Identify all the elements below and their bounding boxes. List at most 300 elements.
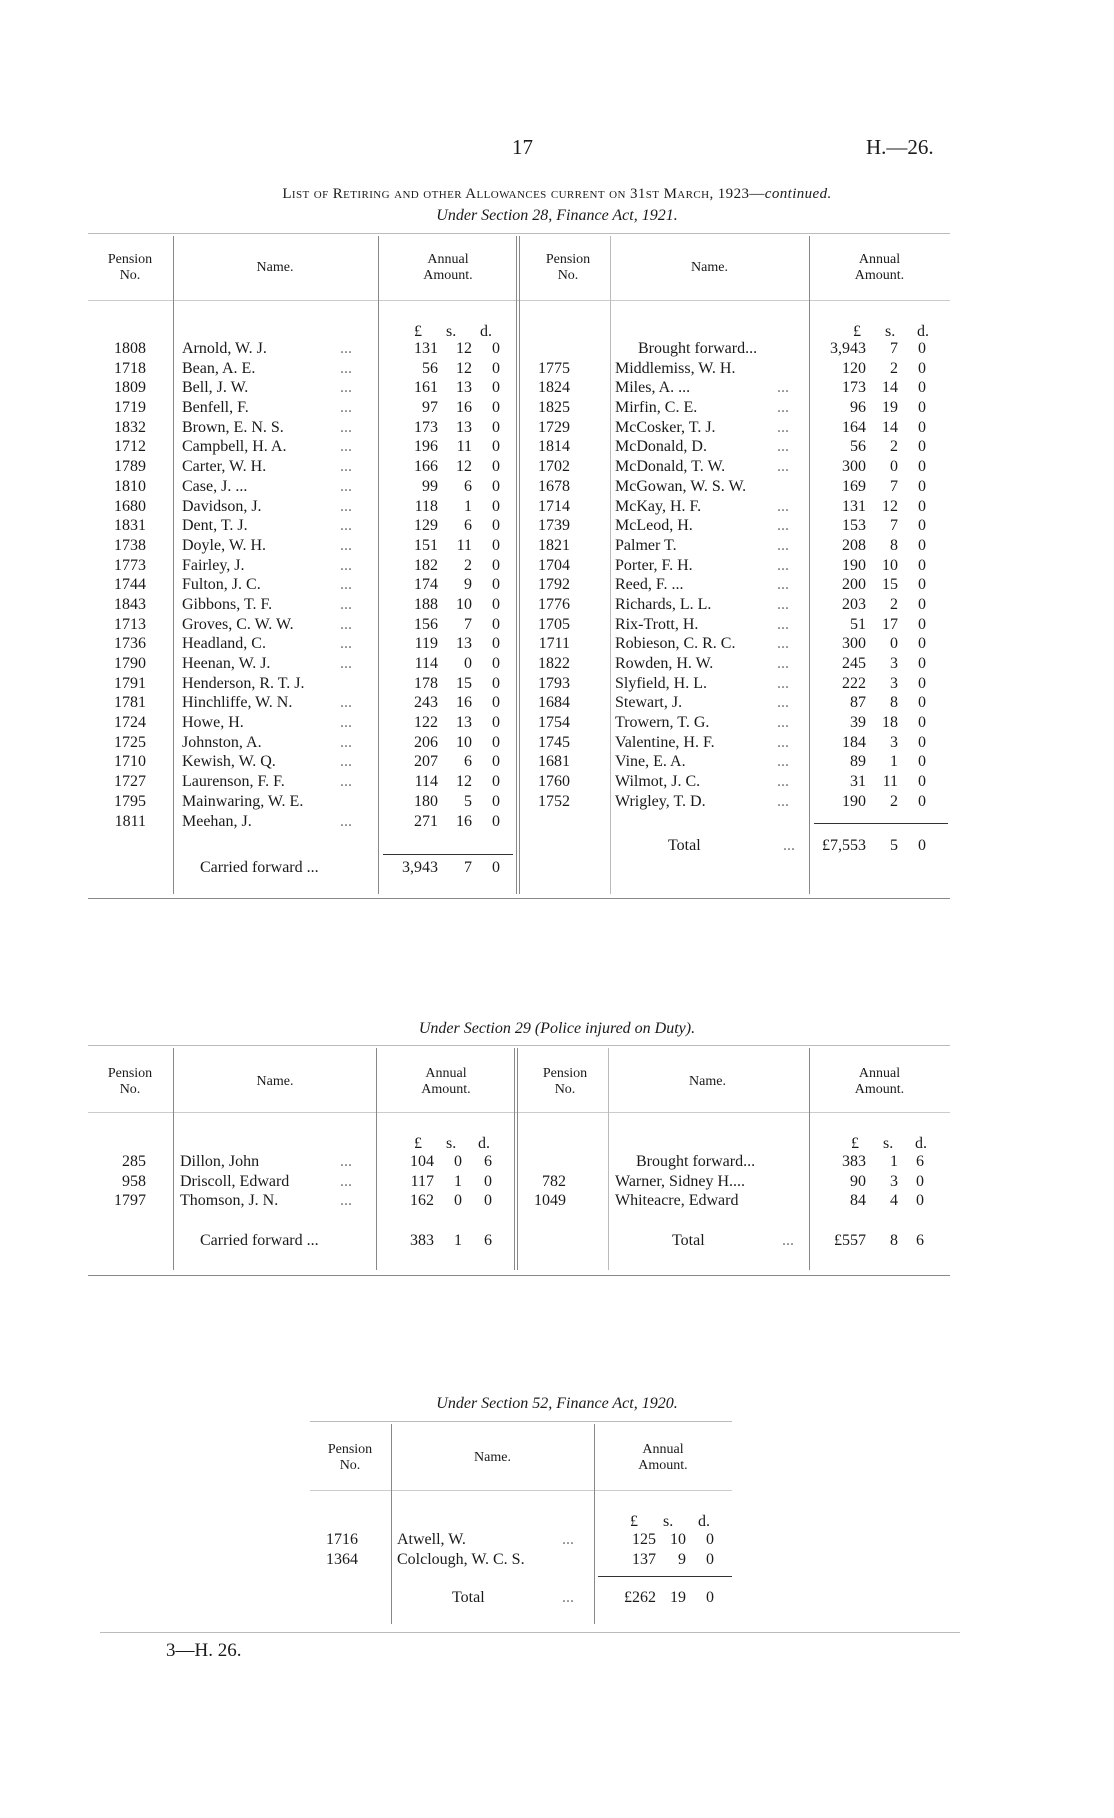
- table-row: [0, 1191, 1114, 1211]
- page-title-continued: continued.: [764, 186, 832, 202]
- amount-pounds: 117: [410, 1172, 434, 1190]
- amount-pence: 0: [918, 615, 926, 633]
- leader-dots: ...: [777, 536, 789, 554]
- amount-pounds: 271: [414, 812, 438, 830]
- header-amount: Amount.: [421, 1082, 471, 1097]
- pension-number: 1712: [114, 438, 146, 456]
- amount-pence: 0: [918, 733, 926, 751]
- leader-dots: ...: [340, 1153, 352, 1170]
- pensioner-name: Vine, E. A.: [615, 753, 686, 771]
- amount-pence: 0: [484, 1172, 492, 1190]
- amount-pounds: 39: [850, 714, 866, 732]
- amount-pounds: 222: [842, 674, 866, 692]
- amount-pounds: 173: [842, 379, 866, 397]
- amount-pounds: 243: [414, 694, 438, 712]
- amount-pence: 0: [918, 438, 926, 456]
- amount-shillings: 11: [882, 773, 898, 791]
- pension-number: 1713: [114, 615, 146, 633]
- table-row: [0, 516, 1114, 536]
- pension-number: 1729: [538, 418, 570, 436]
- amount-shillings: 11: [456, 438, 472, 456]
- header-amount: Amount.: [423, 268, 473, 283]
- col-name: Name.: [474, 1450, 511, 1465]
- amount-pounds: 173: [414, 418, 438, 436]
- amount-pence: 0: [492, 859, 500, 876]
- amount-pounds: 153: [842, 517, 866, 535]
- amount-pounds: 31: [850, 773, 866, 791]
- leader-dots: ...: [340, 399, 352, 417]
- amount-pounds: 90: [850, 1172, 866, 1190]
- amount-shillings: 13: [456, 418, 472, 436]
- leader-dots: ...: [340, 1192, 352, 1210]
- header-annual: Annual: [858, 1066, 901, 1081]
- amount-pounds: 383: [842, 1153, 866, 1170]
- shilling-label: s.: [883, 1135, 894, 1152]
- pensioner-name: Whiteacre, Edward: [615, 1192, 739, 1210]
- amount-pence: 0: [492, 340, 500, 357]
- pension-number: 1781: [114, 694, 146, 712]
- header-no: No.: [554, 1082, 576, 1097]
- leader-dots: ...: [777, 773, 789, 791]
- pension-number: 1831: [114, 517, 146, 535]
- amount-pounds: 87: [850, 694, 866, 712]
- pensioner-name: Case, J. ...: [182, 477, 248, 495]
- amount-pounds: 207: [414, 753, 438, 771]
- pension-number: 1809: [114, 379, 146, 397]
- leader-dots: ...: [777, 458, 789, 476]
- pensioner-name: Gibbons, T. F.: [182, 595, 273, 613]
- table-row: [0, 497, 1114, 517]
- pension-number: 1795: [114, 792, 146, 810]
- pensioner-name: Stewart, J.: [615, 694, 683, 712]
- header-pension: Pension: [107, 252, 153, 267]
- pound-label: £: [851, 1135, 859, 1152]
- pensioner-name: Atwell, W.: [397, 1531, 466, 1548]
- shilling-label: s.: [663, 1513, 674, 1530]
- pensioner-name: Reed, F. ...: [615, 576, 684, 594]
- amount-pence: 0: [918, 536, 926, 554]
- pension-number: 1775: [538, 359, 570, 377]
- leader-dots: ...: [777, 674, 789, 692]
- header-annual: Annual: [427, 252, 469, 267]
- pension-number: 1797: [114, 1192, 146, 1210]
- col-name-right: Name.: [689, 1074, 726, 1089]
- table-row: [0, 752, 1114, 772]
- amount-shillings: 1: [890, 1153, 898, 1170]
- header-amount: Amount.: [638, 1458, 688, 1473]
- header-no: No.: [557, 268, 579, 283]
- leader-dots: ...: [340, 458, 352, 476]
- table-row: [0, 556, 1114, 576]
- pensioner-name: McKay, H. F.: [615, 497, 702, 515]
- amount-pence: 0: [918, 694, 926, 712]
- pensioner-name: Carter, W. H.: [182, 458, 267, 476]
- shilling-label: s.: [446, 323, 457, 340]
- col-amount-left: [380, 1066, 512, 1098]
- amount-pence: 0: [492, 379, 500, 397]
- pensioner-name: Davidson, J.: [182, 497, 262, 515]
- pension-number: 1710: [114, 753, 146, 771]
- amount-pence: 0: [918, 497, 926, 515]
- leader-dots: ...: [340, 812, 352, 830]
- amount-pounds: 97: [422, 399, 438, 417]
- amount-pounds: 161: [414, 379, 438, 397]
- leader-dots: ...: [340, 753, 352, 771]
- pension-number: 1792: [538, 576, 570, 594]
- section-28-right-rows: [0, 359, 1114, 812]
- amount-pounds: 104: [410, 1153, 434, 1170]
- pensioner-name: Groves, C. W. W.: [182, 615, 294, 633]
- amount-pence: 0: [918, 674, 926, 692]
- header-no: No.: [339, 1458, 361, 1473]
- table-row: [0, 378, 1114, 398]
- amount-pounds: 84: [850, 1192, 866, 1210]
- leader-dots: ...: [340, 418, 352, 436]
- amount-shillings: 8: [890, 536, 898, 554]
- amount-shillings: 7: [890, 517, 898, 535]
- col-pension-no-left: [90, 252, 170, 284]
- pension-number: 1790: [114, 655, 146, 672]
- leader-dots: ...: [777, 635, 789, 653]
- amount-pence: 0: [918, 655, 926, 672]
- amount-pence: 0: [492, 438, 500, 456]
- pensioner-name: Robieson, C. R. C.: [615, 635, 736, 653]
- amount-pounds: 156: [414, 615, 438, 633]
- amount-pounds: 180: [414, 792, 438, 810]
- leader-dots: ...: [777, 399, 789, 417]
- table-row: [0, 536, 1114, 556]
- pensioner-name: Doyle, W. H.: [182, 536, 266, 554]
- amount-shillings: 15: [882, 576, 898, 594]
- pension-number: 1736: [114, 635, 146, 653]
- pension-number: 1684: [538, 694, 570, 712]
- amount-pence: 0: [492, 556, 500, 574]
- amount-shillings: 6: [464, 477, 472, 495]
- pensioner-name: Campbell, H. A.: [182, 438, 287, 456]
- amount-pounds: 190: [842, 792, 866, 810]
- amount-shillings: 2: [464, 556, 472, 574]
- pensioner-name: Kewish, W. Q.: [182, 753, 276, 771]
- amount-shillings: 14: [882, 418, 898, 436]
- amount-pounds: 300: [842, 635, 866, 653]
- table-row: [0, 615, 1114, 635]
- pensioner-name: McCosker, T. J.: [615, 418, 716, 436]
- section-52-total: [0, 1588, 1114, 1608]
- pensioner-name: Valentine, H. F.: [615, 733, 715, 751]
- table-row: [0, 575, 1114, 595]
- pensioner-name: Thomson, J. N.: [180, 1192, 279, 1210]
- total-shillings: 8: [890, 1232, 898, 1249]
- amount-pence: 0: [492, 694, 500, 712]
- leader-dots: ...: [340, 1172, 352, 1190]
- pension-number: 1789: [114, 458, 146, 476]
- amount-shillings: 16: [456, 812, 472, 830]
- pensioner-name: Bean, A. E.: [182, 359, 256, 377]
- amount-pence: 6: [484, 1232, 492, 1249]
- table-row: [0, 457, 1114, 477]
- pension-number: 1773: [114, 556, 146, 574]
- amount-shillings: 7: [464, 859, 472, 876]
- amount-shillings: 10: [670, 1531, 686, 1548]
- amount-pence: 0: [918, 359, 926, 377]
- amount-pounds: 51: [850, 615, 866, 633]
- amount-pounds: 119: [414, 635, 438, 653]
- leader-dots: ...: [777, 792, 789, 810]
- total-pence: 6: [916, 1232, 924, 1249]
- amount-pence: 0: [918, 635, 926, 653]
- table-row: [0, 398, 1114, 418]
- pensioner-name: Meehan, J.: [182, 812, 252, 830]
- pension-number: 1719: [114, 399, 146, 417]
- table-row: [0, 693, 1114, 713]
- amount-pence: 0: [918, 477, 926, 495]
- pence-label: d.: [478, 1135, 490, 1152]
- col-amount: [596, 1442, 730, 1474]
- amount-shillings: 1: [464, 497, 472, 515]
- amount-pounds: 118: [414, 497, 438, 515]
- pension-number: 1811: [114, 812, 146, 830]
- leader-dots: ...: [340, 733, 352, 751]
- table-row: [0, 634, 1114, 654]
- amount-shillings: 15: [456, 674, 472, 692]
- leader-dots: ...: [340, 595, 352, 613]
- header-pension: Pension: [542, 1066, 588, 1081]
- leader-dots: ...: [340, 576, 352, 594]
- amount-shillings: 13: [456, 635, 472, 653]
- pensioner-name: Dillon, John: [180, 1153, 260, 1170]
- pension-number: 1678: [538, 477, 570, 495]
- amount-shillings: 6: [464, 753, 472, 771]
- pensioner-name: Middlemiss, W. H.: [615, 359, 736, 377]
- leader-dots: ...: [340, 536, 352, 554]
- amount-pounds: 114: [414, 655, 438, 672]
- pension-number: 1810: [114, 477, 146, 495]
- total-dots: ...: [782, 1232, 794, 1249]
- leader-dots: ...: [340, 340, 352, 357]
- pensioner-name: Warner, Sidney H....: [615, 1172, 746, 1190]
- leader-dots: ...: [777, 733, 789, 751]
- amount-shillings: 3: [890, 1172, 898, 1190]
- leader-dots: ...: [777, 714, 789, 732]
- pension-number: 1711: [538, 635, 570, 653]
- table-row: [0, 772, 1114, 792]
- pensioner-name: Fairley, J.: [182, 556, 245, 574]
- section-52-title: Under Section 52, Finance Act, 1920.: [436, 1395, 678, 1412]
- amount-pounds: 182: [414, 556, 438, 574]
- amount-pence: 0: [492, 359, 500, 377]
- table-row: [0, 713, 1114, 733]
- amount-shillings: 12: [456, 340, 472, 357]
- amount-shillings: 1: [454, 1172, 462, 1190]
- section-28-brought-forward: [0, 339, 1114, 359]
- document-reference: H.—26.: [866, 135, 934, 159]
- amount-shillings: 8: [890, 694, 898, 712]
- pensioner-name: Colclough, W. C. S.: [397, 1550, 525, 1568]
- shilling-label: s.: [885, 323, 896, 340]
- total-label: Total: [672, 1232, 705, 1249]
- pensioner-name: Heenan, W. J.: [182, 655, 271, 672]
- amount-shillings: 9: [678, 1550, 686, 1568]
- amount-shillings: 18: [882, 714, 898, 732]
- total-pounds: £557: [834, 1232, 866, 1249]
- total-shillings: 19: [670, 1589, 686, 1606]
- amount-pence: 0: [918, 517, 926, 535]
- amount-pence: 0: [492, 812, 500, 830]
- amount-pence: 6: [916, 1153, 924, 1170]
- total-label: Total: [452, 1589, 485, 1606]
- pension-number: 782: [542, 1172, 566, 1190]
- amount-pence: 0: [918, 418, 926, 436]
- section-28-total: [0, 836, 1114, 856]
- leader-dots: ...: [340, 773, 352, 791]
- amount-pence: 0: [492, 576, 500, 594]
- amount-shillings: 3: [890, 655, 898, 672]
- amount-pence: 0: [918, 595, 926, 613]
- amount-pounds: 120: [842, 359, 866, 377]
- shilling-label: s.: [446, 1135, 457, 1152]
- amount-pounds: 206: [414, 733, 438, 751]
- pensioner-name: Slyfield, H. L.: [615, 674, 707, 692]
- header-amount: Amount.: [854, 1082, 905, 1097]
- pension-number: 1843: [114, 595, 146, 613]
- pension-number: 1822: [538, 655, 570, 672]
- amount-shillings: 6: [464, 517, 472, 535]
- amount-pounds: 99: [422, 477, 438, 495]
- amount-pounds: 164: [842, 418, 866, 436]
- pensioner-name: McLeod, H.: [615, 517, 693, 535]
- leader-dots: ...: [777, 438, 789, 456]
- section-29-brought-forward: [0, 1152, 1114, 1172]
- amount-shillings: 13: [456, 714, 472, 732]
- total-pounds: £7,553: [822, 837, 866, 854]
- carried-forward-label: Carried forward ...: [200, 859, 319, 876]
- amount-pence: 0: [492, 517, 500, 535]
- amount-pence: 0: [918, 556, 926, 574]
- page-title-text: List of Retiring and other Allowances current on 31st March, 1923—: [282, 186, 765, 202]
- pension-number: 958: [122, 1172, 146, 1190]
- section-29-title: Under Section 29 (Police injured on Duty).: [418, 1020, 696, 1037]
- pension-number: 285: [122, 1153, 146, 1170]
- pensioner-name: Bell, J. W.: [182, 379, 249, 397]
- amount-shillings: 14: [882, 379, 898, 397]
- pension-number: 1049: [534, 1192, 566, 1210]
- leader-dots: ...: [777, 418, 789, 436]
- total-pence: 0: [706, 1589, 714, 1606]
- pension-number: 1739: [538, 517, 570, 535]
- pension-number: 1760: [538, 773, 570, 791]
- pension-number: 1776: [538, 595, 570, 613]
- amount-shillings: 16: [456, 694, 472, 712]
- pensioner-name: Benfell, F.: [182, 399, 249, 417]
- currency-header-s52: [0, 1512, 1114, 1532]
- amount-shillings: 2: [890, 792, 898, 810]
- table-row: [0, 733, 1114, 753]
- leader-dots: ...: [340, 694, 352, 712]
- pension-number: 1744: [114, 576, 146, 594]
- pensioner-name: Porter, F. H.: [615, 556, 693, 574]
- leader-dots: ...: [340, 517, 352, 535]
- col-name-right: Name.: [691, 260, 728, 275]
- pound-label: £: [414, 323, 422, 340]
- pensioner-name: Palmer T.: [615, 536, 677, 554]
- amount-pence: 0: [484, 1192, 492, 1210]
- amount-shillings: 17: [882, 615, 898, 633]
- leader-dots: ...: [777, 655, 789, 672]
- col-pension-no-right: [525, 1066, 605, 1098]
- pound-label: £: [853, 323, 861, 340]
- amount-pence: 0: [918, 753, 926, 771]
- pensioner-name: Johnston, A.: [182, 733, 262, 751]
- amount-pence: 0: [492, 674, 500, 692]
- pence-label: d.: [480, 323, 492, 340]
- amount-pence: 0: [918, 399, 926, 417]
- pensioner-name: Mainwaring, W. E.: [182, 792, 304, 810]
- col-name-left: Name.: [256, 1074, 294, 1089]
- table-row: [0, 1172, 1114, 1192]
- col-amount-left: [383, 252, 513, 284]
- amount-pounds: 56: [422, 359, 438, 377]
- amount-shillings: 12: [456, 458, 472, 476]
- amount-pence: 0: [918, 576, 926, 594]
- amount-shillings: 4: [890, 1192, 898, 1210]
- amount-shillings: 9: [464, 576, 472, 594]
- amount-pence: 0: [918, 773, 926, 791]
- leader-dots: ...: [340, 655, 352, 672]
- total-pence: 0: [918, 837, 926, 854]
- pence-label: d.: [698, 1513, 710, 1530]
- leader-dots: ...: [340, 635, 352, 653]
- leader-dots: ...: [777, 379, 789, 397]
- leader-dots: ...: [777, 694, 789, 712]
- pensioner-name: Trowern, T. G.: [615, 714, 710, 732]
- amount-pounds: 56: [850, 438, 866, 456]
- currency-header-s29: [0, 1134, 1114, 1154]
- amount-pence: 0: [916, 1172, 924, 1190]
- total-label: Total: [668, 837, 701, 854]
- amount-pounds: 208: [842, 536, 866, 554]
- leader-dots: ...: [562, 1531, 574, 1548]
- amount-shillings: 10: [456, 595, 472, 613]
- amount-pence: 0: [492, 635, 500, 653]
- pension-number: 1725: [114, 733, 146, 751]
- leader-dots: ...: [777, 595, 789, 613]
- amount-pence: 0: [492, 615, 500, 633]
- pence-label: d.: [917, 323, 929, 340]
- amount-shillings: 3: [890, 733, 898, 751]
- amount-shillings: 2: [890, 438, 898, 456]
- amount-pounds: 131: [414, 340, 438, 357]
- amount-pounds: 166: [414, 458, 438, 476]
- col-amount-right: [812, 252, 947, 284]
- leader-dots: ...: [340, 477, 352, 495]
- col-pension-no-left: [90, 1066, 170, 1098]
- pension-number: 1832: [114, 418, 146, 436]
- pensioner-name: Laurenson, F. F.: [182, 773, 285, 791]
- amount-shillings: 1: [890, 753, 898, 771]
- leader-dots: ...: [340, 497, 352, 515]
- pensioner-name: McDonald, D.: [615, 438, 707, 456]
- amount-shillings: 0: [890, 458, 898, 476]
- table-row: [0, 1550, 1114, 1570]
- pension-number: 1724: [114, 714, 146, 732]
- amount-pounds: 383: [410, 1232, 434, 1249]
- pension-number: 1791: [114, 674, 146, 692]
- pensioner-name: Driscoll, Edward: [180, 1172, 290, 1190]
- pension-number: 1754: [538, 714, 570, 732]
- pension-number: 1814: [538, 438, 570, 456]
- pension-number: 1364: [326, 1550, 358, 1568]
- amount-pounds: 89: [850, 753, 866, 771]
